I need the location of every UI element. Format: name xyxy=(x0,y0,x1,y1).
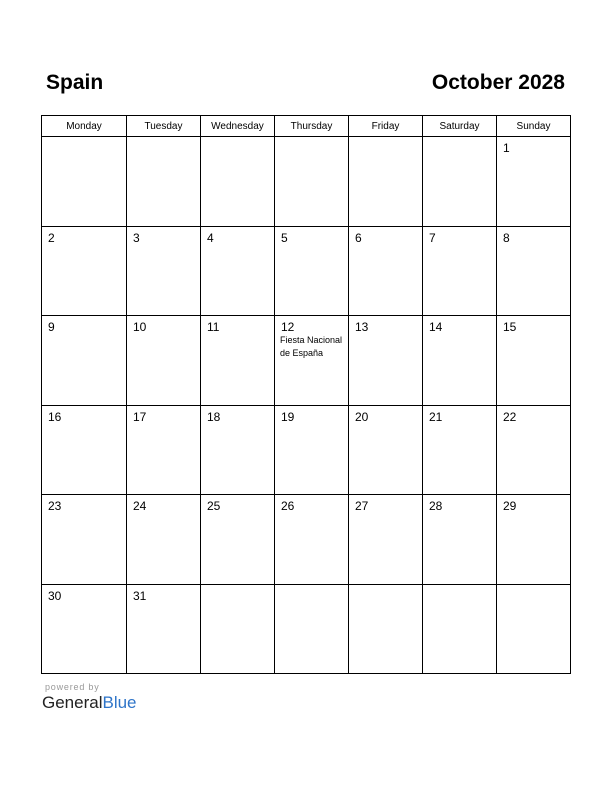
day-number: 24 xyxy=(133,499,147,513)
generalblue-logo[interactable] xyxy=(42,693,137,713)
day-cell xyxy=(349,495,423,585)
week-row xyxy=(42,316,571,406)
weekday-header: Saturday xyxy=(423,116,497,137)
day-cell xyxy=(127,405,201,495)
day-number xyxy=(275,585,348,589)
day-cell xyxy=(497,584,571,674)
day-number xyxy=(349,585,422,589)
day-number: 22 xyxy=(503,409,517,424)
day-number: 18 xyxy=(207,409,221,424)
day-number: 12 xyxy=(281,320,295,334)
day-number: 25 xyxy=(207,499,221,513)
day-cell xyxy=(423,316,497,406)
day-cell xyxy=(349,137,423,227)
day-number: 4 xyxy=(207,230,214,245)
weekday-header: Wednesday xyxy=(201,116,275,137)
day-cell xyxy=(42,584,127,674)
day-cell xyxy=(42,226,127,316)
day-number: 19 xyxy=(281,409,295,424)
weekday-header: Tuesday xyxy=(127,116,201,137)
day-cell xyxy=(42,316,127,406)
day-number: 8 xyxy=(503,230,510,245)
weekday-header: Monday xyxy=(42,116,127,137)
day-number: 11 xyxy=(207,320,220,334)
day-number: 23 xyxy=(48,499,62,513)
calendar-grid xyxy=(41,115,571,674)
day-number xyxy=(201,585,274,589)
day-cell xyxy=(349,584,423,674)
day-number: 14 xyxy=(429,320,443,334)
week-row xyxy=(42,495,571,585)
day-cell xyxy=(127,226,201,316)
day-cell xyxy=(497,316,571,406)
day-cell xyxy=(127,316,201,406)
day-number xyxy=(423,137,496,141)
day-cell xyxy=(423,584,497,674)
day-number xyxy=(275,137,348,141)
day-number: 15 xyxy=(503,320,517,334)
day-number: 6 xyxy=(355,230,362,245)
day-number: 16 xyxy=(48,409,62,424)
day-number: 17 xyxy=(133,409,147,424)
week-row xyxy=(42,584,571,674)
day-cell xyxy=(275,316,349,406)
day-cell xyxy=(201,137,275,227)
day-cell xyxy=(349,316,423,406)
day-number: 2 xyxy=(48,230,55,245)
day-cell xyxy=(423,495,497,585)
day-cell xyxy=(497,405,571,495)
day-cell xyxy=(423,137,497,227)
day-cell xyxy=(127,137,201,227)
day-cell xyxy=(275,405,349,495)
weekday-header-row xyxy=(42,116,571,137)
day-number: 13 xyxy=(355,320,369,334)
day-cell xyxy=(201,584,275,674)
day-cell xyxy=(423,405,497,495)
day-cell xyxy=(201,316,275,406)
day-cell xyxy=(349,226,423,316)
day-number: 28 xyxy=(429,499,443,513)
logo-general-text: General xyxy=(42,693,103,712)
month-title: October 2028 xyxy=(431,71,565,94)
day-number: 31 xyxy=(133,588,147,603)
day-number: 7 xyxy=(429,230,436,245)
day-number xyxy=(127,137,200,141)
day-cell xyxy=(497,226,571,316)
powered-by-label: powered by xyxy=(45,682,100,692)
week-row xyxy=(42,137,571,227)
day-number: 20 xyxy=(355,409,369,424)
day-number: 29 xyxy=(503,499,517,513)
day-cell xyxy=(42,405,127,495)
country-title: Spain xyxy=(46,71,104,94)
day-number xyxy=(349,137,422,141)
day-cell xyxy=(275,584,349,674)
day-number: 26 xyxy=(281,499,295,513)
day-cell xyxy=(201,495,275,585)
day-number: 10 xyxy=(133,320,147,334)
day-number: 27 xyxy=(355,499,369,513)
day-cell xyxy=(497,137,571,227)
day-cell xyxy=(42,495,127,585)
day-number: 21 xyxy=(429,409,443,424)
week-row xyxy=(42,226,571,316)
day-cell xyxy=(201,226,275,316)
day-cell xyxy=(275,226,349,316)
day-number xyxy=(42,137,126,141)
day-cell xyxy=(275,495,349,585)
weekday-header: Thursday xyxy=(275,116,349,137)
weekday-header: Sunday xyxy=(497,116,571,137)
logo-blue-text: Blue xyxy=(102,693,137,712)
day-number: 3 xyxy=(133,230,140,245)
holiday-label: Fiesta Nacional de España xyxy=(280,335,343,358)
day-cell xyxy=(201,405,275,495)
day-number: 5 xyxy=(281,230,288,245)
day-cell xyxy=(127,495,201,585)
day-cell xyxy=(275,137,349,227)
week-row xyxy=(42,405,571,495)
day-number: 9 xyxy=(48,320,55,334)
weekday-header: Friday xyxy=(349,116,423,137)
day-cell xyxy=(127,584,201,674)
day-number xyxy=(423,585,496,589)
day-cell xyxy=(42,137,127,227)
day-number: 30 xyxy=(48,588,62,603)
day-number xyxy=(497,585,570,589)
day-cell xyxy=(423,226,497,316)
day-cell xyxy=(349,405,423,495)
day-number xyxy=(201,137,274,141)
day-cell xyxy=(497,495,571,585)
day-number: 1 xyxy=(503,141,510,155)
